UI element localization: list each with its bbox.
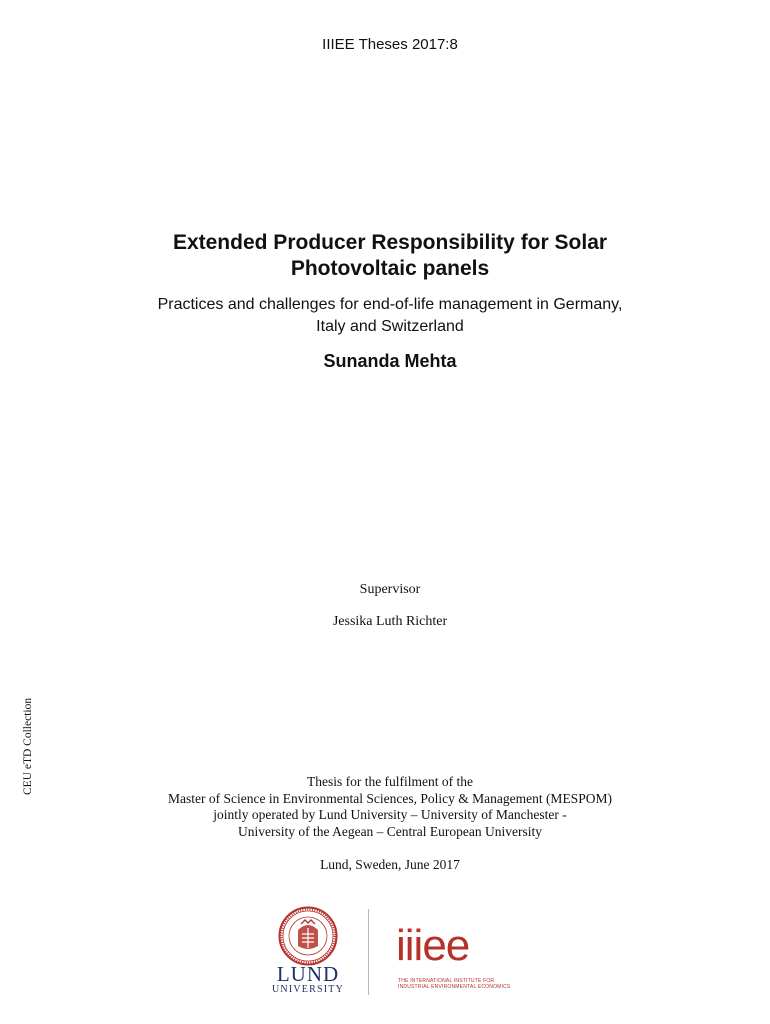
lund-wordmark: LUND [276,962,340,986]
place-and-date: Lund, Sweden, June 2017 [320,857,460,872]
logo-divider [368,909,369,995]
collection-stamp: CEU eTD Collection [22,697,34,795]
thesis-title-line-1: Extended Producer Responsibility for Solar [172,231,608,254]
thesis-subtitle [0,294,770,338]
thesis-subtitle-line-2: Italy and Switzerland [316,318,464,335]
thesis-statement-line-1: Thesis for the fulfilment of the [306,774,474,789]
thesis-statement-line-3: jointly operated by Lund University – University of Manchester - [213,807,567,822]
thesis-statement [0,774,770,840]
thesis-statement-line-4: University of the Aegean – Central European University [237,823,543,839]
thesis-subtitle-line-1: Practices and challenges for end-of-life management in Germany, [157,296,623,313]
thesis-title-line-2: Photovoltaic panels [290,257,490,280]
series-label: IIIEE Theses 2017:8 [322,36,458,53]
iiiee-tagline-line-1: THE INTERNATIONAL INSTITUTE FOR [398,978,495,984]
lund-university-logo [268,906,348,996]
lund-seal-icon [277,906,339,966]
thesis-statement-line-2: Master of Science in Environmental Sciences, Policy & Management (MESPOM) [168,790,612,806]
author-name: Sunanda Mehta [323,351,457,371]
iiiee-tagline-line-2: INDUSTRIAL ENVIRONMENTAL ECONOMICS [398,984,511,990]
iiiee-wordmark: iiiee [396,921,470,970]
lund-university-wordmark: UNIVERSITY [272,984,344,995]
supervisor-name: Jessika Luth Richter [332,614,448,629]
iiiee-tagline [398,978,514,990]
thesis-title [0,230,770,282]
supervisor-label: Supervisor [359,582,421,597]
iiiee-logo [396,921,514,994]
